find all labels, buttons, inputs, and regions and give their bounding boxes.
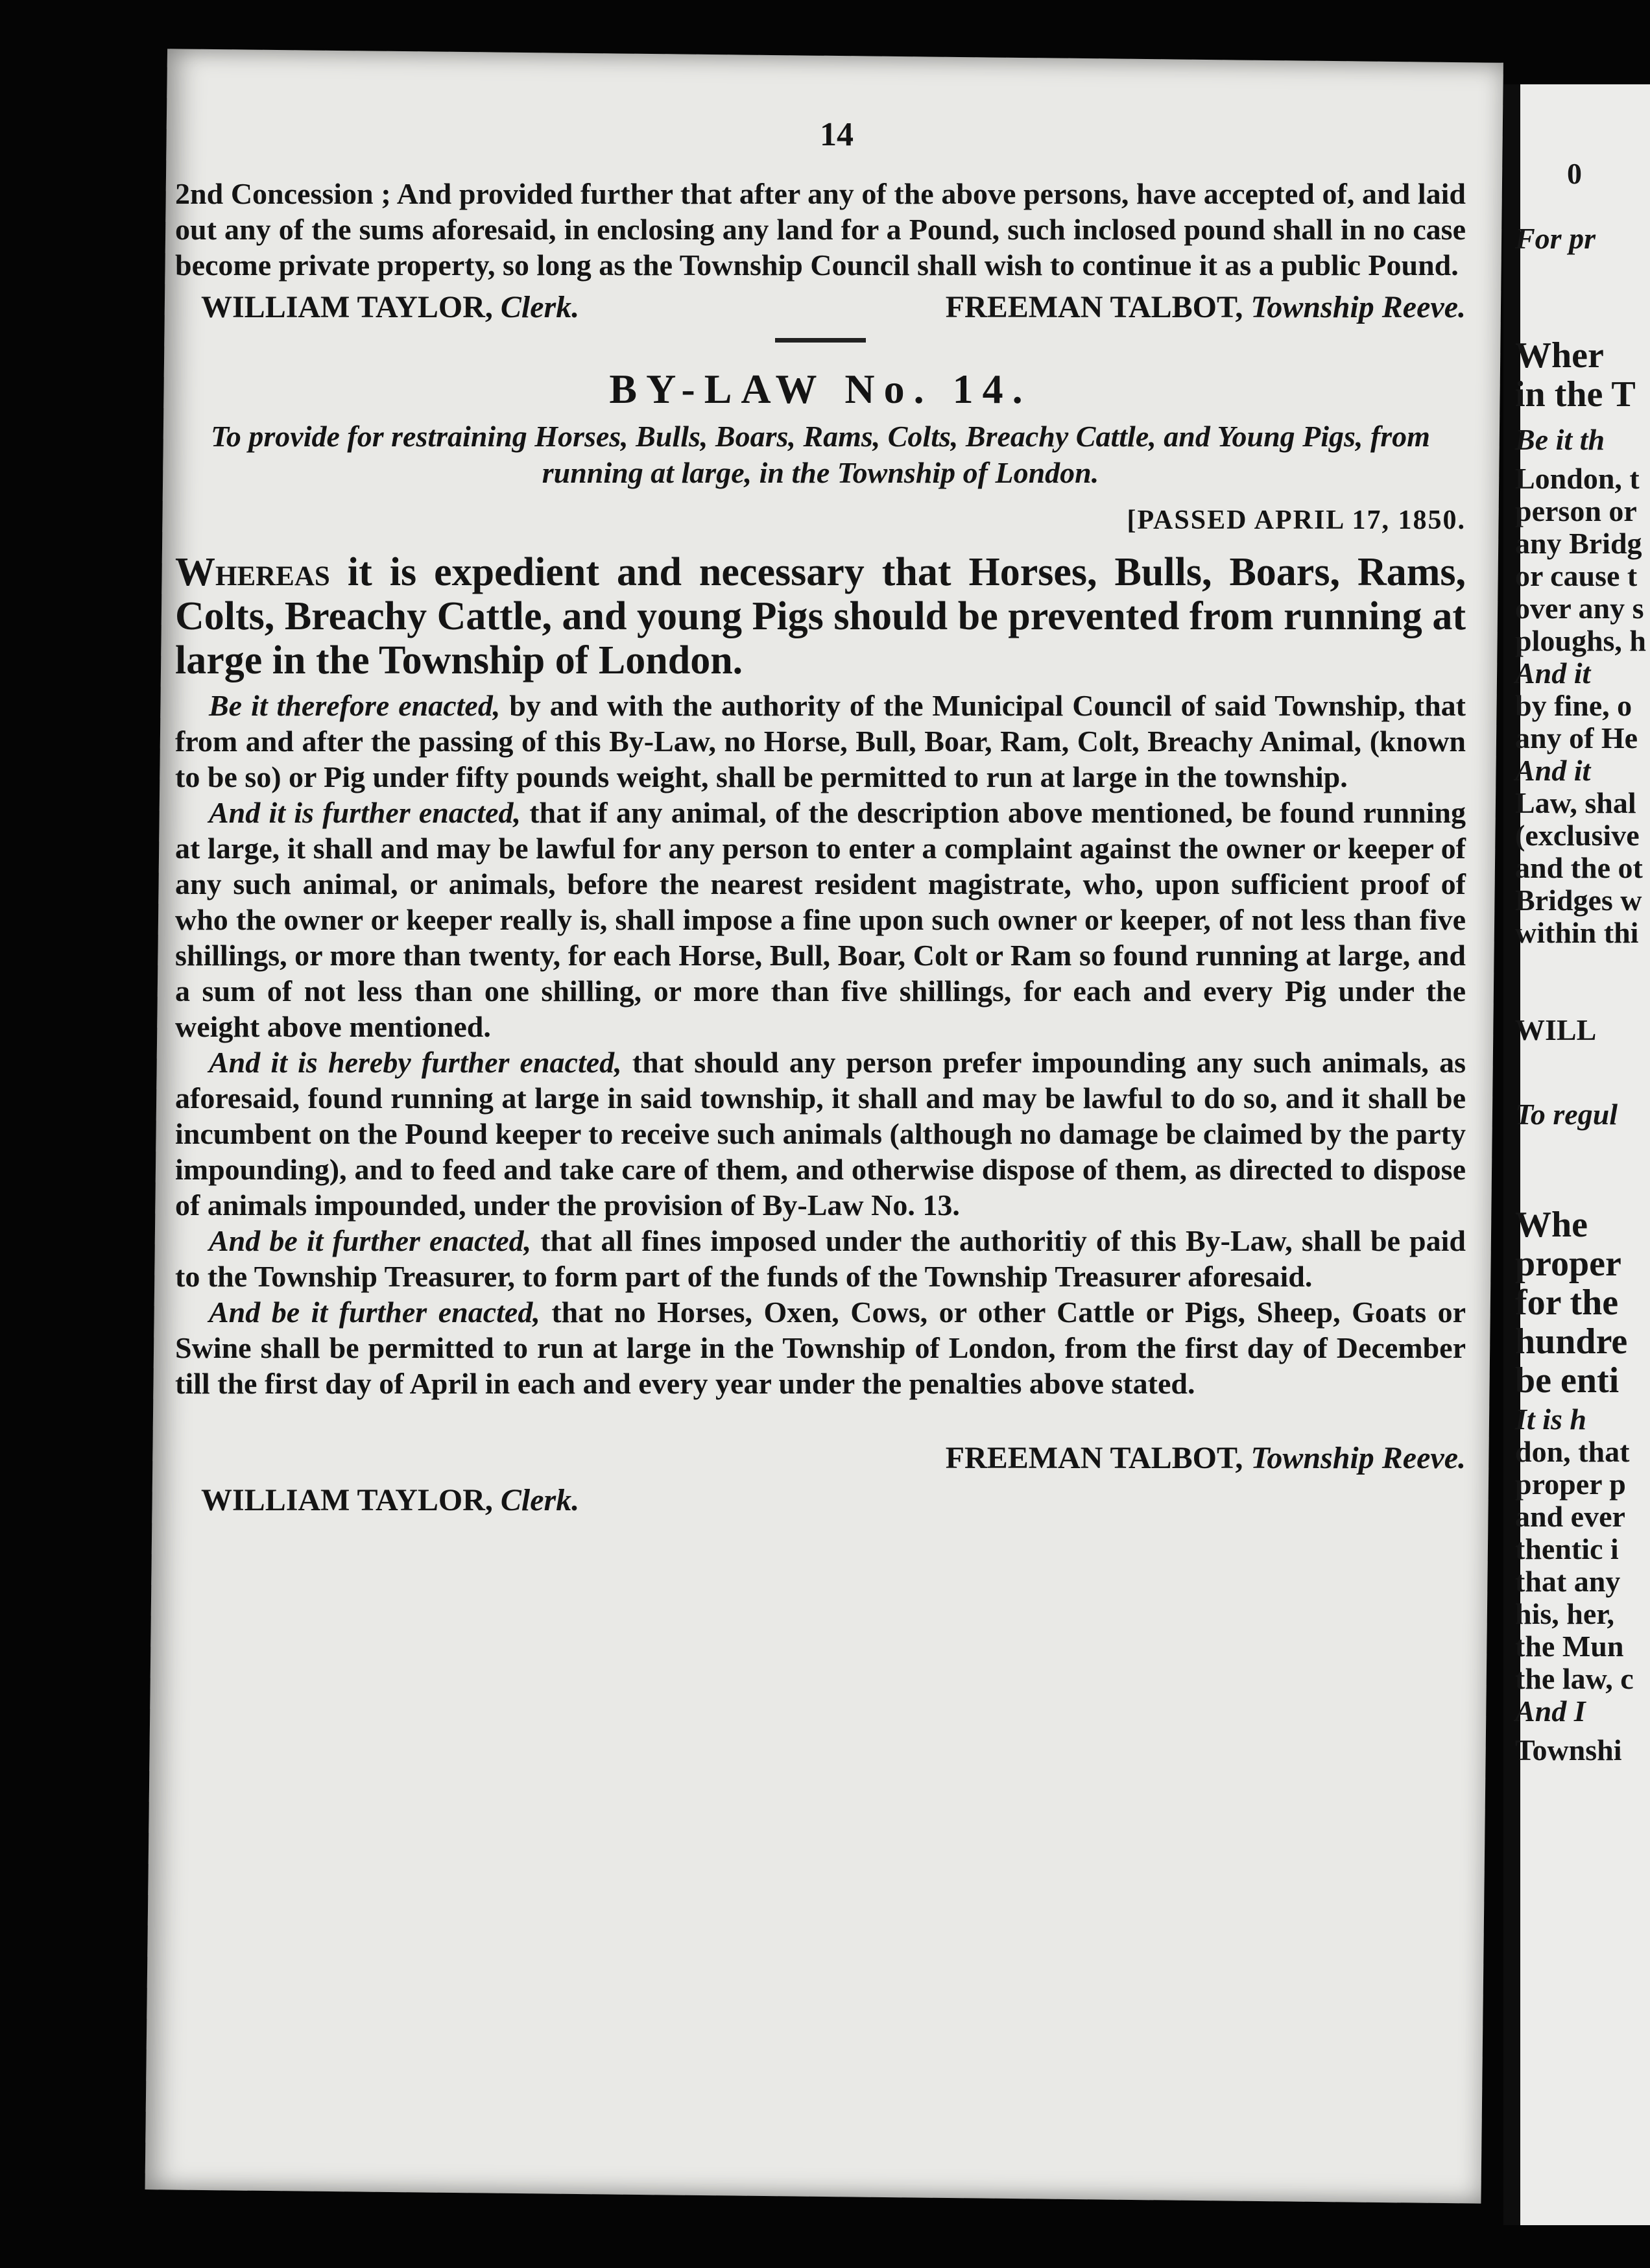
clerk-name: WILLIAM TAYLOR, [201, 290, 493, 324]
section-divider [775, 338, 866, 343]
facing-page-line: thentic i [1515, 1532, 1619, 1565]
section-paragraph [175, 1294, 1466, 1401]
reeve-title: Township Reeve. [1250, 1441, 1466, 1475]
section-text: that all fines imposed under the authoritiy of this By-Law, shall be paid to the Township Treasurer, to form part of the funds of the Township Treasurer aforesaid. [175, 1224, 1466, 1293]
section-intro: And it is hereby further enacted, [209, 1046, 622, 1079]
facing-page-line: WILL [1515, 1013, 1597, 1046]
section-text: by and with the authority of the Municipal Council of said Township, that from and after the passing of this By-Law, no Horse, Bull, Boar, Ram, Colt, Breachy Animal, (known to be so) or Pig under fifty pounds weight, shall be permitted to run at large in the township. [175, 689, 1466, 793]
reeve-name: FREEMAN TALBOT, [945, 290, 1243, 324]
facing-page-line: London, t [1515, 462, 1640, 495]
page-content [175, 117, 1466, 1525]
section-paragraph [175, 1044, 1466, 1223]
facing-page-line: within thi [1515, 916, 1639, 949]
section-intro: And be it further enacted, [209, 1296, 540, 1329]
reeve-signature [946, 1440, 1466, 1476]
facing-page-line: his, her, [1515, 1597, 1614, 1630]
facing-page-line: for the [1515, 1283, 1619, 1323]
facing-page-line: person or [1515, 494, 1637, 527]
section-paragraph [175, 1223, 1466, 1294]
section-text: that no Horses, Oxen, Cows, or other Cattle or Pigs, Sheep, Goats or Swine shall be permitted to run at large in the Township of London, from the first day of December till the first day of April in each and every year under the penalties above stated. [175, 1296, 1466, 1400]
facing-page-line: be enti [1515, 1360, 1620, 1401]
page-number: 14 [820, 116, 854, 153]
facing-page-line: ploughs, h [1515, 624, 1647, 657]
preamble-text: it is expedient and necessary that Horses, Bulls, Boars, Rams, Colts, Breachy Cattle, and young Pigs should be prevented from running at large in the Township of London. [175, 550, 1466, 682]
facing-page-line: that any [1515, 1565, 1621, 1598]
facing-page-line: Townshi [1515, 1733, 1622, 1767]
facing-page-line: Whe [1515, 1205, 1588, 1245]
facing-page-line: and the ot [1515, 851, 1643, 884]
facing-page-line: (exclusive [1515, 819, 1640, 852]
section-intro: And be it further enacted, [209, 1224, 532, 1257]
facing-page-line: Be it th [1515, 423, 1605, 456]
clerk-title: Clerk. [500, 290, 580, 324]
section-intro: And it is further enacted, [209, 796, 521, 829]
facing-page-line: hundre [1515, 1321, 1628, 1362]
facing-page-line: in the T [1515, 374, 1636, 415]
facing-page-line: over any s [1515, 592, 1644, 625]
section-paragraph [175, 688, 1466, 795]
facing-page-line: and ever [1515, 1500, 1625, 1533]
clerk-signature [201, 1482, 579, 1518]
reeve-title: Township Reeve. [1250, 290, 1466, 324]
clerk-signature [201, 289, 579, 325]
passed-date: [PASSED APRIL 17, 1850. [1127, 505, 1466, 535]
facing-page-line: And it [1515, 657, 1591, 690]
signature-block-2 [175, 1440, 1466, 1476]
facing-page-line: To regul [1515, 1098, 1618, 1131]
facing-page-line: don, that [1515, 1435, 1630, 1468]
facing-page-line: any of He [1515, 721, 1638, 754]
signature-block-3 [175, 1482, 1466, 1518]
facing-page-line: It is h [1515, 1403, 1586, 1436]
facing-page-line: For pr [1515, 222, 1596, 255]
reeve-signature [946, 289, 1466, 325]
section-text: that if any animal, of the description above mentioned, be found running at large, it shall and may be lawful for any person to enter a complaint against the owner or keeper of any such animal, or animals, before the nearest resident magistrate, who, upon sufficient proof of who the owner or keeper really is, shall impose a fine upon such owner or keeper, of not less than five shillings, or more than twenty, for each Horse, Bull, Boar, Colt or Ram so found running at large, and a sum of not less than one shilling, or more than five shillings, for each and every Pig under the weight above mentioned. [175, 796, 1466, 1043]
facing-page-line: 0 [1567, 157, 1582, 190]
facing-page-line: Wher [1515, 335, 1604, 376]
bylaw-title: BY-LAW No. 14. [609, 366, 1032, 412]
facing-page-line: the Mun [1515, 1630, 1624, 1663]
facing-page-line: proper [1515, 1244, 1621, 1284]
facing-page-line: Bridges w [1515, 884, 1642, 917]
section-text: that should any person prefer impounding any such animals, as aforesaid, found running at large in said township, it shall and may be lawful to do so, and it shall be incumbent on the Pound keeper to receive such animals (although no damage be claimed by the party impounding), and to feed and take care of them, and otherwise dispose of them, as directed to dispose of animals impounded, under the provision of By-Law No. 13. [175, 1046, 1466, 1222]
facing-page-line: proper p [1515, 1467, 1626, 1501]
preamble-lead: Whereas [175, 550, 330, 594]
reeve-name: FREEMAN TALBOT, [945, 1441, 1243, 1475]
preamble [175, 550, 1466, 682]
bylaw-subtitle: To provide for restraining Horses, Bulls, Boars, Rams, Colts, Breachy Cattle, and Young Pigs, from running at large, in the Township of London. [211, 420, 1430, 489]
facing-page-line: or cause t [1515, 559, 1638, 592]
facing-page-line: any Bridg [1515, 527, 1642, 560]
facing-page-line: And it [1515, 754, 1591, 787]
signature-block-1 [175, 289, 1466, 325]
clerk-name: WILLIAM TAYLOR, [201, 1483, 493, 1517]
continued-paragraph: 2nd Concession ; And provided further that after any of the above persons, have accepted of, and laid out any of the sums aforesaid, in enclosing any land for a Pound, such inclosed pound shall in no case become private property, so long as the Township Council shall wish to continue it as a public Pound. [175, 177, 1466, 282]
facing-page-line: by fine, o [1515, 689, 1632, 722]
section-paragraph [175, 795, 1466, 1044]
clerk-title: Clerk. [500, 1483, 580, 1517]
facing-page-line: And I [1515, 1695, 1586, 1728]
facing-page-line: the law, c [1515, 1662, 1634, 1695]
facing-page-line: Law, shal [1515, 786, 1636, 819]
section-intro: Be it therefore enacted, [209, 689, 501, 722]
